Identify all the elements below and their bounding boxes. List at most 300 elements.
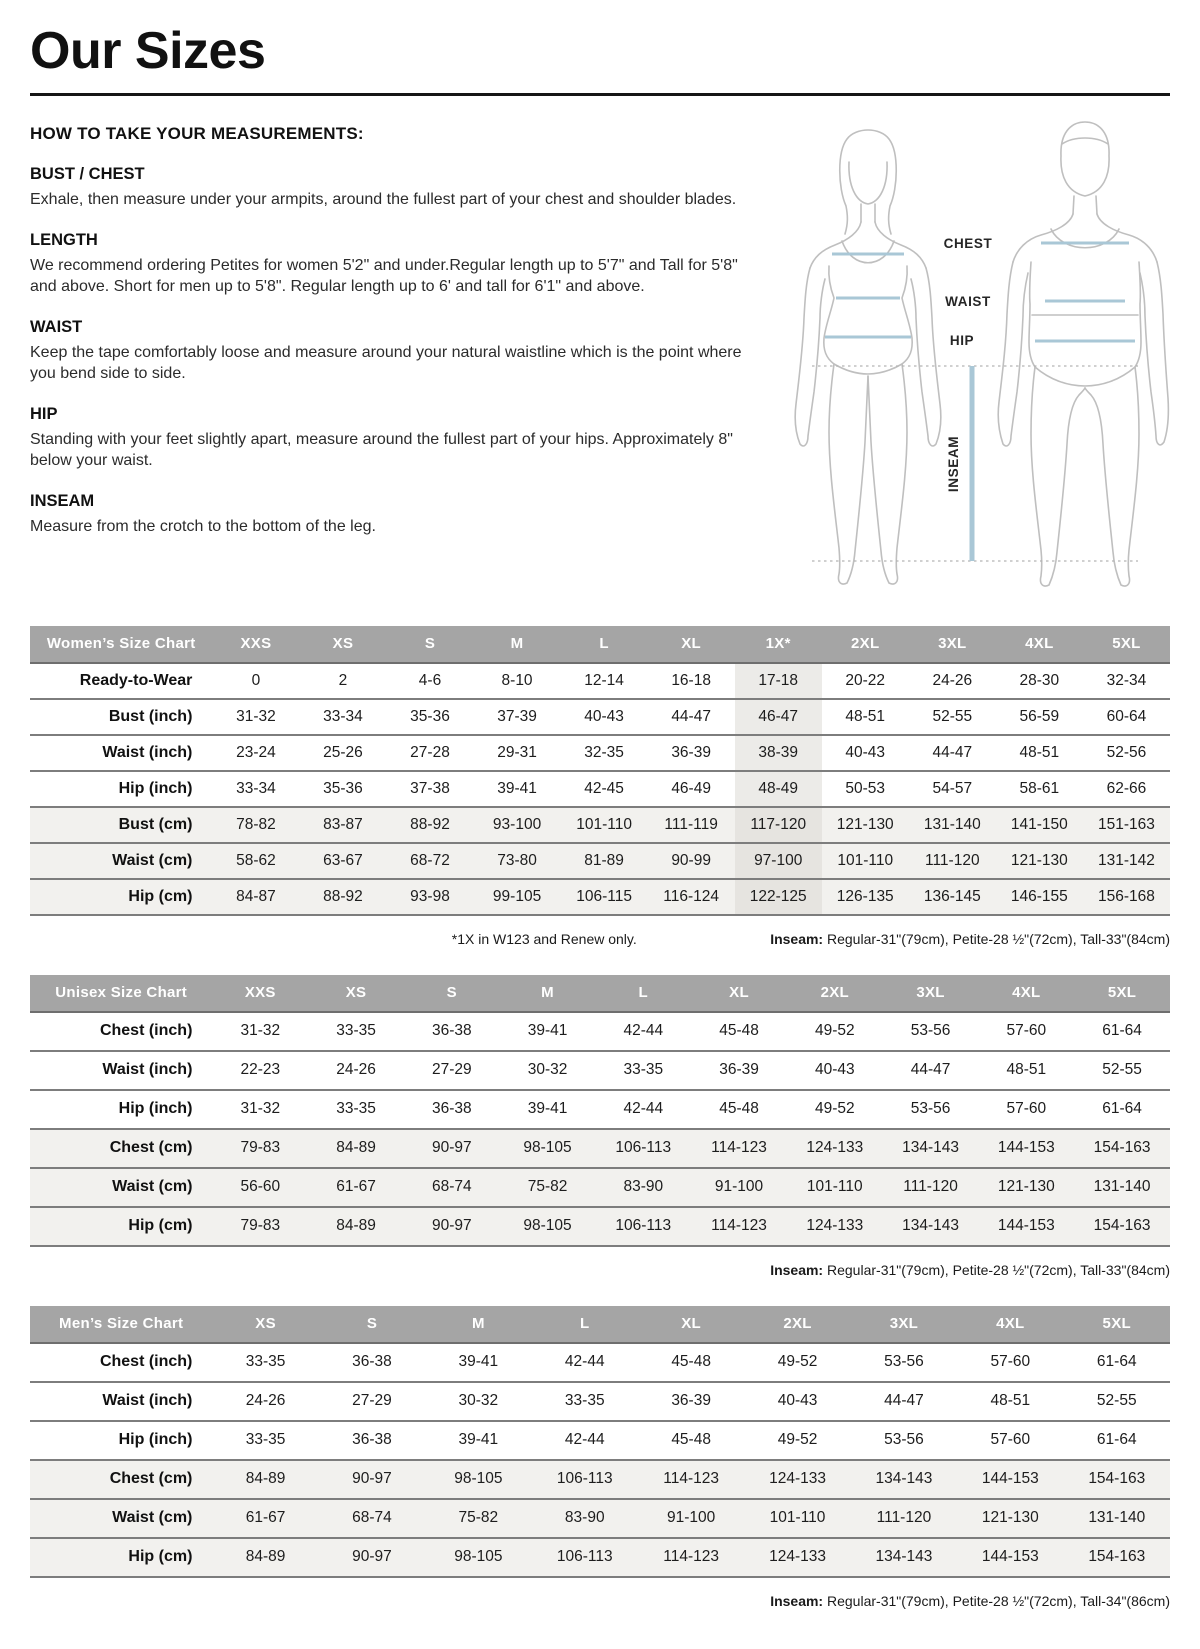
footnote-inseam: [770, 1593, 1170, 1609]
table-title: Men’s Size Chart: [30, 1306, 212, 1343]
size-value-cell: 154-163: [1074, 1129, 1170, 1168]
column-header: 4XL: [978, 975, 1074, 1012]
size-value-cell: 124-133: [744, 1460, 850, 1499]
column-header: XXS: [212, 626, 299, 663]
title-divider: [30, 93, 1170, 96]
size-value-cell: 57-60: [978, 1090, 1074, 1129]
size-value-cell: 106-113: [595, 1129, 691, 1168]
size-value-cell: 114-123: [638, 1460, 744, 1499]
row-label: Hip (inch): [30, 771, 212, 807]
womens-size-chart-table: [30, 626, 1170, 916]
size-value-cell: 4-6: [386, 663, 473, 699]
size-value-cell: 38-39: [735, 735, 822, 771]
footnote-1x-note: *1X in W123 and Renew only.: [451, 930, 637, 947]
size-value-cell: 33-35: [212, 1421, 318, 1460]
table-row: [30, 699, 1170, 735]
size-value-cell: 78-82: [212, 807, 299, 843]
size-value-cell: 121-130: [957, 1499, 1063, 1538]
inseam-footnote-text: Regular-31"(79cm), Petite-28 ½"(72cm), Tall-34"(86cm): [823, 1592, 1170, 1609]
size-value-cell: 141-150: [996, 807, 1083, 843]
size-value-cell: 124-133: [787, 1207, 883, 1246]
size-value-cell: 36-38: [319, 1343, 425, 1382]
row-label: Waist (cm): [30, 1168, 212, 1207]
footnote-inseam: [770, 1262, 1170, 1278]
size-value-cell: 25-26: [299, 735, 386, 771]
size-value-cell: 31-32: [212, 699, 299, 735]
section-body: Measure from the crotch to the bottom of the leg.: [30, 518, 376, 536]
table-row: [30, 1168, 1170, 1207]
measurement-diagram: [778, 124, 1170, 596]
section-title: BUST / CHEST: [30, 164, 145, 183]
size-value-cell: 33-35: [308, 1090, 404, 1129]
size-value-cell: 75-82: [500, 1168, 596, 1207]
size-value-cell: 90-97: [319, 1538, 425, 1577]
table-row: [30, 735, 1170, 771]
measurement-instructions: [30, 124, 1170, 596]
section-inseam: [30, 492, 778, 537]
column-header: 5XL: [1083, 626, 1170, 663]
column-header: XS: [308, 975, 404, 1012]
size-value-cell: 62-66: [1083, 771, 1170, 807]
size-value-cell: 23-24: [212, 735, 299, 771]
size-value-cell: 44-47: [648, 699, 735, 735]
size-value-cell: 54-57: [909, 771, 996, 807]
size-value-cell: 61-64: [1064, 1421, 1170, 1460]
size-value-cell: 40-43: [822, 735, 909, 771]
column-header: XL: [638, 1306, 744, 1343]
chest-label: CHEST: [943, 235, 993, 251]
row-label: Ready-to-Wear: [30, 663, 212, 699]
size-value-cell: 131-140: [909, 807, 996, 843]
column-header: 4XL: [996, 626, 1083, 663]
size-value-cell: 48-51: [978, 1051, 1074, 1090]
row-label: Chest (cm): [30, 1460, 212, 1499]
size-value-cell: 49-52: [787, 1090, 883, 1129]
size-value-cell: 42-44: [532, 1421, 638, 1460]
size-value-cell: 131-140: [1064, 1499, 1170, 1538]
female-figure-outline: [795, 130, 941, 584]
size-value-cell: 146-155: [996, 879, 1083, 915]
size-value-cell: 28-30: [996, 663, 1083, 699]
size-value-cell: 60-64: [1083, 699, 1170, 735]
section-body: We recommend ordering Petites for women 5'2" and under.Regular length up to 5'7" and Tall for 5'8" and above. Short for men up to 5'8". Regular length up to 6' and tall for 6'1" and above.: [30, 256, 738, 295]
inseam-footnote-label: Inseam:: [770, 930, 824, 947]
instructions-column: [30, 124, 778, 596]
size-value-cell: 114-123: [638, 1538, 744, 1577]
size-value-cell: 53-56: [883, 1090, 979, 1129]
size-value-cell: 111-120: [909, 843, 996, 879]
column-header: XS: [212, 1306, 318, 1343]
size-value-cell: 53-56: [851, 1421, 957, 1460]
table-row: [30, 771, 1170, 807]
size-value-cell: 44-47: [851, 1382, 957, 1421]
size-value-cell: 90-97: [404, 1207, 500, 1246]
mens-size-chart-table: [30, 1306, 1170, 1578]
size-value-cell: 45-48: [638, 1343, 744, 1382]
table-title: Unisex Size Chart: [30, 975, 212, 1012]
size-value-cell: 101-110: [822, 843, 909, 879]
size-value-cell: 75-82: [425, 1499, 531, 1538]
size-value-cell: 30-32: [500, 1051, 596, 1090]
size-value-cell: 83-87: [299, 807, 386, 843]
inseam-label: INSEAM: [946, 435, 961, 492]
size-value-cell: 57-60: [957, 1343, 1063, 1382]
size-value-cell: 144-153: [957, 1460, 1063, 1499]
size-value-cell: 36-39: [691, 1051, 787, 1090]
size-value-cell: 90-99: [648, 843, 735, 879]
column-header: M: [425, 1306, 531, 1343]
size-value-cell: 101-110: [787, 1168, 883, 1207]
size-value-cell: 97-100: [735, 843, 822, 879]
size-value-cell: 68-72: [386, 843, 473, 879]
size-value-cell: 24-26: [909, 663, 996, 699]
row-label: Hip (inch): [30, 1421, 212, 1460]
size-value-cell: 52-55: [1074, 1051, 1170, 1090]
size-value-cell: 106-113: [532, 1538, 638, 1577]
size-value-cell: 79-83: [212, 1129, 308, 1168]
unisex-footnote: [30, 1262, 1170, 1278]
size-value-cell: 30-32: [425, 1382, 531, 1421]
inseam-footnote-text: Regular-31"(79cm), Petite-28 ½"(72cm), Tall-33"(84cm): [823, 1261, 1170, 1278]
size-value-cell: 36-38: [404, 1012, 500, 1051]
size-value-cell: 53-56: [883, 1012, 979, 1051]
size-value-cell: 20-22: [822, 663, 909, 699]
table-row: [30, 807, 1170, 843]
size-value-cell: 49-52: [744, 1421, 850, 1460]
size-value-cell: 124-133: [744, 1538, 850, 1577]
size-value-cell: 116-124: [648, 879, 735, 915]
row-label: Waist (inch): [30, 735, 212, 771]
size-value-cell: 16-18: [648, 663, 735, 699]
size-value-cell: 156-168: [1083, 879, 1170, 915]
size-value-cell: 56-60: [212, 1168, 308, 1207]
column-header: XL: [691, 975, 787, 1012]
size-value-cell: 0: [212, 663, 299, 699]
size-value-cell: 121-130: [996, 843, 1083, 879]
table-row: [30, 1207, 1170, 1246]
size-value-cell: 81-89: [561, 843, 648, 879]
size-value-cell: 45-48: [638, 1421, 744, 1460]
size-value-cell: 57-60: [957, 1421, 1063, 1460]
section-title: HIP: [30, 405, 58, 424]
size-value-cell: 48-51: [822, 699, 909, 735]
row-label: Chest (inch): [30, 1343, 212, 1382]
row-label: Hip (inch): [30, 1090, 212, 1129]
size-charts: [30, 626, 1170, 1609]
row-label: Hip (cm): [30, 1207, 212, 1246]
size-value-cell: 134-143: [851, 1538, 957, 1577]
size-value-cell: 17-18: [735, 663, 822, 699]
size-value-cell: 36-38: [319, 1421, 425, 1460]
size-value-cell: 111-120: [883, 1168, 979, 1207]
column-header: L: [595, 975, 691, 1012]
size-value-cell: 44-47: [883, 1051, 979, 1090]
waist-label: WAIST: [945, 293, 991, 309]
header-row: [30, 626, 1170, 663]
size-value-cell: 32-35: [561, 735, 648, 771]
size-value-cell: 42-44: [595, 1012, 691, 1051]
size-value-cell: 48-49: [735, 771, 822, 807]
size-value-cell: 126-135: [822, 879, 909, 915]
size-value-cell: 83-90: [595, 1168, 691, 1207]
row-label: Bust (inch): [30, 699, 212, 735]
row-label: Waist (cm): [30, 1499, 212, 1538]
size-value-cell: 111-119: [648, 807, 735, 843]
size-value-cell: 35-36: [386, 699, 473, 735]
size-value-cell: 8-10: [474, 663, 561, 699]
size-value-cell: 151-163: [1083, 807, 1170, 843]
size-value-cell: 84-87: [212, 879, 299, 915]
size-value-cell: 83-90: [532, 1499, 638, 1538]
size-value-cell: 91-100: [638, 1499, 744, 1538]
size-value-cell: 39-41: [474, 771, 561, 807]
size-value-cell: 49-52: [744, 1343, 850, 1382]
size-value-cell: 106-113: [532, 1460, 638, 1499]
size-value-cell: 12-14: [561, 663, 648, 699]
size-value-cell: 57-60: [978, 1012, 1074, 1051]
male-figure-outline: [998, 122, 1168, 586]
column-header: XS: [299, 626, 386, 663]
table-row: [30, 663, 1170, 699]
table-row: [30, 879, 1170, 915]
size-value-cell: 45-48: [691, 1090, 787, 1129]
size-value-cell: 39-41: [500, 1090, 596, 1129]
size-value-cell: 37-39: [474, 699, 561, 735]
size-value-cell: 36-39: [638, 1382, 744, 1421]
section-bust-chest: [30, 165, 778, 210]
column-header: 3XL: [851, 1306, 957, 1343]
column-header: 1X*: [735, 626, 822, 663]
size-value-cell: 134-143: [851, 1460, 957, 1499]
size-value-cell: 48-51: [957, 1382, 1063, 1421]
size-value-cell: 33-35: [595, 1051, 691, 1090]
row-label: Hip (cm): [30, 1538, 212, 1577]
size-value-cell: 35-36: [299, 771, 386, 807]
size-value-cell: 31-32: [212, 1090, 308, 1129]
size-value-cell: 93-100: [474, 807, 561, 843]
inseam-footnote-text: Regular-31"(79cm), Petite-28 ½"(72cm), Tall-33"(84cm): [823, 930, 1170, 947]
table-title: Women’s Size Chart: [30, 626, 212, 663]
size-value-cell: 50-53: [822, 771, 909, 807]
table-row: [30, 1499, 1170, 1538]
size-value-cell: 134-143: [883, 1207, 979, 1246]
size-value-cell: 39-41: [425, 1421, 531, 1460]
size-value-cell: 42-44: [595, 1090, 691, 1129]
row-label: Chest (cm): [30, 1129, 212, 1168]
section-waist: [30, 318, 778, 384]
column-header: 3XL: [909, 626, 996, 663]
size-value-cell: 144-153: [957, 1538, 1063, 1577]
column-header: S: [404, 975, 500, 1012]
size-value-cell: 98-105: [425, 1538, 531, 1577]
size-value-cell: 27-29: [404, 1051, 500, 1090]
footnote-inseam: [770, 931, 1170, 947]
size-value-cell: 144-153: [978, 1129, 1074, 1168]
size-value-cell: 24-26: [212, 1382, 318, 1421]
size-value-cell: 44-47: [909, 735, 996, 771]
table-row: [30, 1382, 1170, 1421]
inseam-dashed-guides: [812, 366, 1138, 561]
size-value-cell: 52-55: [1064, 1382, 1170, 1421]
column-header: S: [319, 1306, 425, 1343]
table-row: [30, 1129, 1170, 1168]
section-title: INSEAM: [30, 492, 95, 511]
table-row: [30, 1090, 1170, 1129]
section-title: LENGTH: [30, 230, 98, 249]
table-row: [30, 1343, 1170, 1382]
measurements-heading: HOW TO TAKE YOUR MEASUREMENTS:: [30, 123, 364, 143]
size-value-cell: 22-23: [212, 1051, 308, 1090]
size-value-cell: 121-130: [978, 1168, 1074, 1207]
size-value-cell: 29-31: [474, 735, 561, 771]
size-value-cell: 61-64: [1074, 1090, 1170, 1129]
size-value-cell: 111-120: [851, 1499, 957, 1538]
size-value-cell: 31-32: [212, 1012, 308, 1051]
column-header: 4XL: [957, 1306, 1063, 1343]
size-value-cell: 42-44: [532, 1343, 638, 1382]
size-value-cell: 53-56: [851, 1343, 957, 1382]
column-header: M: [474, 626, 561, 663]
size-value-cell: 39-41: [425, 1343, 531, 1382]
womens-size-chart-block: [30, 626, 1170, 947]
size-value-cell: 52-55: [909, 699, 996, 735]
unisex-size-chart-table: [30, 975, 1170, 1247]
column-header: L: [532, 1306, 638, 1343]
size-value-cell: 90-97: [319, 1460, 425, 1499]
column-header: M: [500, 975, 596, 1012]
size-value-cell: 101-110: [744, 1499, 850, 1538]
size-value-cell: 121-130: [822, 807, 909, 843]
size-value-cell: 49-52: [787, 1012, 883, 1051]
size-value-cell: 84-89: [308, 1129, 404, 1168]
size-value-cell: 154-163: [1074, 1207, 1170, 1246]
table-row: [30, 1538, 1170, 1577]
table-row: [30, 1051, 1170, 1090]
size-value-cell: 61-64: [1074, 1012, 1170, 1051]
hip-label: HIP: [949, 332, 975, 348]
size-value-cell: 40-43: [561, 699, 648, 735]
size-value-cell: 33-34: [212, 771, 299, 807]
header-row: [30, 1306, 1170, 1343]
size-value-cell: 122-125: [735, 879, 822, 915]
size-value-cell: 39-41: [500, 1012, 596, 1051]
size-value-cell: 84-89: [212, 1538, 318, 1577]
size-value-cell: 154-163: [1064, 1460, 1170, 1499]
size-value-cell: 114-123: [691, 1207, 787, 1246]
size-value-cell: 27-29: [319, 1382, 425, 1421]
size-value-cell: 45-48: [691, 1012, 787, 1051]
size-value-cell: 40-43: [787, 1051, 883, 1090]
womens-footnote: [30, 931, 1170, 947]
section-body: Keep the tape comfortably loose and measure around your natural waistline which is the point where you bend side to side.: [30, 343, 742, 383]
size-value-cell: 136-145: [909, 879, 996, 915]
row-label: Waist (cm): [30, 843, 212, 879]
measure-lines-blue: [825, 243, 1135, 341]
size-value-cell: 91-100: [691, 1168, 787, 1207]
size-value-cell: 37-38: [386, 771, 473, 807]
size-value-cell: 58-62: [212, 843, 299, 879]
size-value-cell: 98-105: [425, 1460, 531, 1499]
row-label: Bust (cm): [30, 807, 212, 843]
size-value-cell: 61-64: [1064, 1343, 1170, 1382]
size-value-cell: 124-133: [787, 1129, 883, 1168]
column-header: 2XL: [787, 975, 883, 1012]
size-value-cell: 134-143: [883, 1129, 979, 1168]
page-title: Our Sizes: [30, 22, 266, 80]
row-label: Waist (inch): [30, 1382, 212, 1421]
column-header: XXS: [212, 975, 308, 1012]
mens-size-chart-block: [30, 1306, 1170, 1609]
column-header: 5XL: [1064, 1306, 1170, 1343]
column-header: 2XL: [822, 626, 909, 663]
size-value-cell: 46-49: [648, 771, 735, 807]
size-value-cell: 73-80: [474, 843, 561, 879]
size-value-cell: 48-51: [996, 735, 1083, 771]
size-value-cell: 154-163: [1064, 1538, 1170, 1577]
size-value-cell: 117-120: [735, 807, 822, 843]
column-header: L: [561, 626, 648, 663]
size-value-cell: 33-35: [212, 1343, 318, 1382]
header-row: [30, 975, 1170, 1012]
column-header: S: [386, 626, 473, 663]
inseam-footnote-label: Inseam:: [770, 1261, 824, 1278]
size-value-cell: 58-61: [996, 771, 1083, 807]
size-value-cell: 68-74: [404, 1168, 500, 1207]
unisex-size-chart-block: [30, 975, 1170, 1278]
size-value-cell: 98-105: [500, 1129, 596, 1168]
size-value-cell: 101-110: [561, 807, 648, 843]
size-value-cell: 33-35: [308, 1012, 404, 1051]
row-label: Waist (inch): [30, 1051, 212, 1090]
size-value-cell: 131-140: [1074, 1168, 1170, 1207]
size-value-cell: 27-28: [386, 735, 473, 771]
section-hip: [30, 405, 778, 471]
size-value-cell: 90-97: [404, 1129, 500, 1168]
table-row: [30, 1421, 1170, 1460]
size-value-cell: 42-45: [561, 771, 648, 807]
size-value-cell: 88-92: [386, 807, 473, 843]
size-value-cell: 33-34: [299, 699, 386, 735]
size-value-cell: 93-98: [386, 879, 473, 915]
table-row: [30, 843, 1170, 879]
size-value-cell: 68-74: [319, 1499, 425, 1538]
size-value-cell: 114-123: [691, 1129, 787, 1168]
mens-footnote: [30, 1593, 1170, 1609]
size-value-cell: 32-34: [1083, 663, 1170, 699]
size-value-cell: 52-56: [1083, 735, 1170, 771]
size-value-cell: 131-142: [1083, 843, 1170, 879]
size-value-cell: 61-67: [212, 1499, 318, 1538]
table-row: [30, 1460, 1170, 1499]
size-value-cell: 56-59: [996, 699, 1083, 735]
size-value-cell: 144-153: [978, 1207, 1074, 1246]
size-value-cell: 99-105: [474, 879, 561, 915]
size-value-cell: 36-39: [648, 735, 735, 771]
size-value-cell: 84-89: [308, 1207, 404, 1246]
size-value-cell: 106-115: [561, 879, 648, 915]
row-label: Hip (cm): [30, 879, 212, 915]
size-value-cell: 33-35: [532, 1382, 638, 1421]
column-header: 5XL: [1074, 975, 1170, 1012]
column-header: XL: [648, 626, 735, 663]
column-header: 3XL: [883, 975, 979, 1012]
size-value-cell: 2: [299, 663, 386, 699]
section-body: Exhale, then measure under your armpits, around the fullest part of your chest and shoulder blades.: [30, 190, 737, 208]
size-value-cell: 61-67: [308, 1168, 404, 1207]
size-value-cell: 36-38: [404, 1090, 500, 1129]
size-value-cell: 79-83: [212, 1207, 308, 1246]
inseam-footnote-label: Inseam:: [770, 1592, 824, 1609]
